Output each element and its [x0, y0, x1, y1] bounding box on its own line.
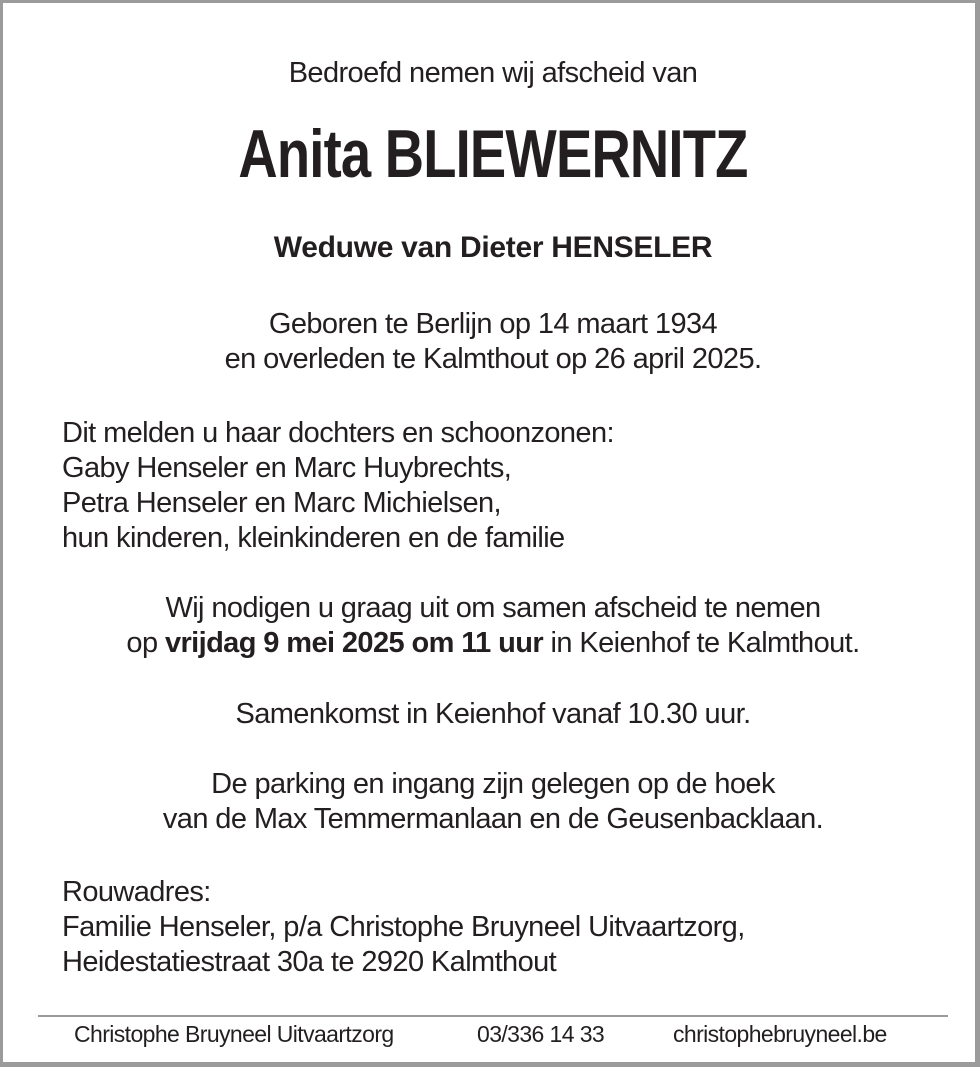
invitation-line: Wij nodigen u graag uit om samen afscheid te nemen	[165, 592, 821, 624]
invitation-prefix: op	[126, 627, 165, 659]
ceremony-datetime: vrijdag 9 mei 2025 om 11 uur	[164, 627, 544, 659]
footer-website: christophebruyneel.be	[673, 1021, 887, 1047]
family-line: hun kinderen, kleinkinderen en de familie	[62, 522, 565, 554]
deceased-name: Anita BLIEWERNITZ	[238, 116, 748, 192]
family-line: Dit melden u haar dochters en schoonzonen:	[62, 417, 614, 449]
mourning-address-line: Heidestatiestraat 30a te 2920 Kalmthout	[62, 946, 557, 978]
parking-line: van de Max Temmermanlaan en de Geusenbacklaan.	[162, 803, 824, 835]
gathering-line: Samenkomst in Keienhof vanaf 10.30 uur.	[235, 698, 751, 730]
widow-of-line: Weduwe van Dieter HENSELER	[273, 231, 713, 264]
family-line: Gaby Henseler en Marc Huybrechts,	[62, 452, 512, 484]
intro-line: Bedroefd nemen wij afscheid van	[288, 57, 698, 89]
death-line: en overleden te Kalmthout op 26 april 2025.	[224, 343, 762, 375]
footer-phone: 03/336 14 33	[477, 1021, 605, 1047]
footer-divider	[38, 1015, 948, 1017]
family-line: Petra Henseler en Marc Michielsen,	[62, 487, 501, 519]
mourning-address-line: Familie Henseler, p/a Christophe Bruyneel Uitvaartzorg,	[62, 911, 745, 943]
birth-line: Geboren te Berlijn op 14 maart 1934	[268, 308, 718, 340]
footer-company: Christophe Bruyneel Uitvaartzorg	[74, 1021, 394, 1047]
mourning-address-label: Rouwadres:	[62, 876, 211, 908]
parking-line: De parking en ingang zijn gelegen op de hoek	[211, 768, 775, 800]
invitation-datetime-line	[3, 627, 980, 660]
invitation-location: in Keienhof te Kalmthout.	[543, 627, 860, 659]
